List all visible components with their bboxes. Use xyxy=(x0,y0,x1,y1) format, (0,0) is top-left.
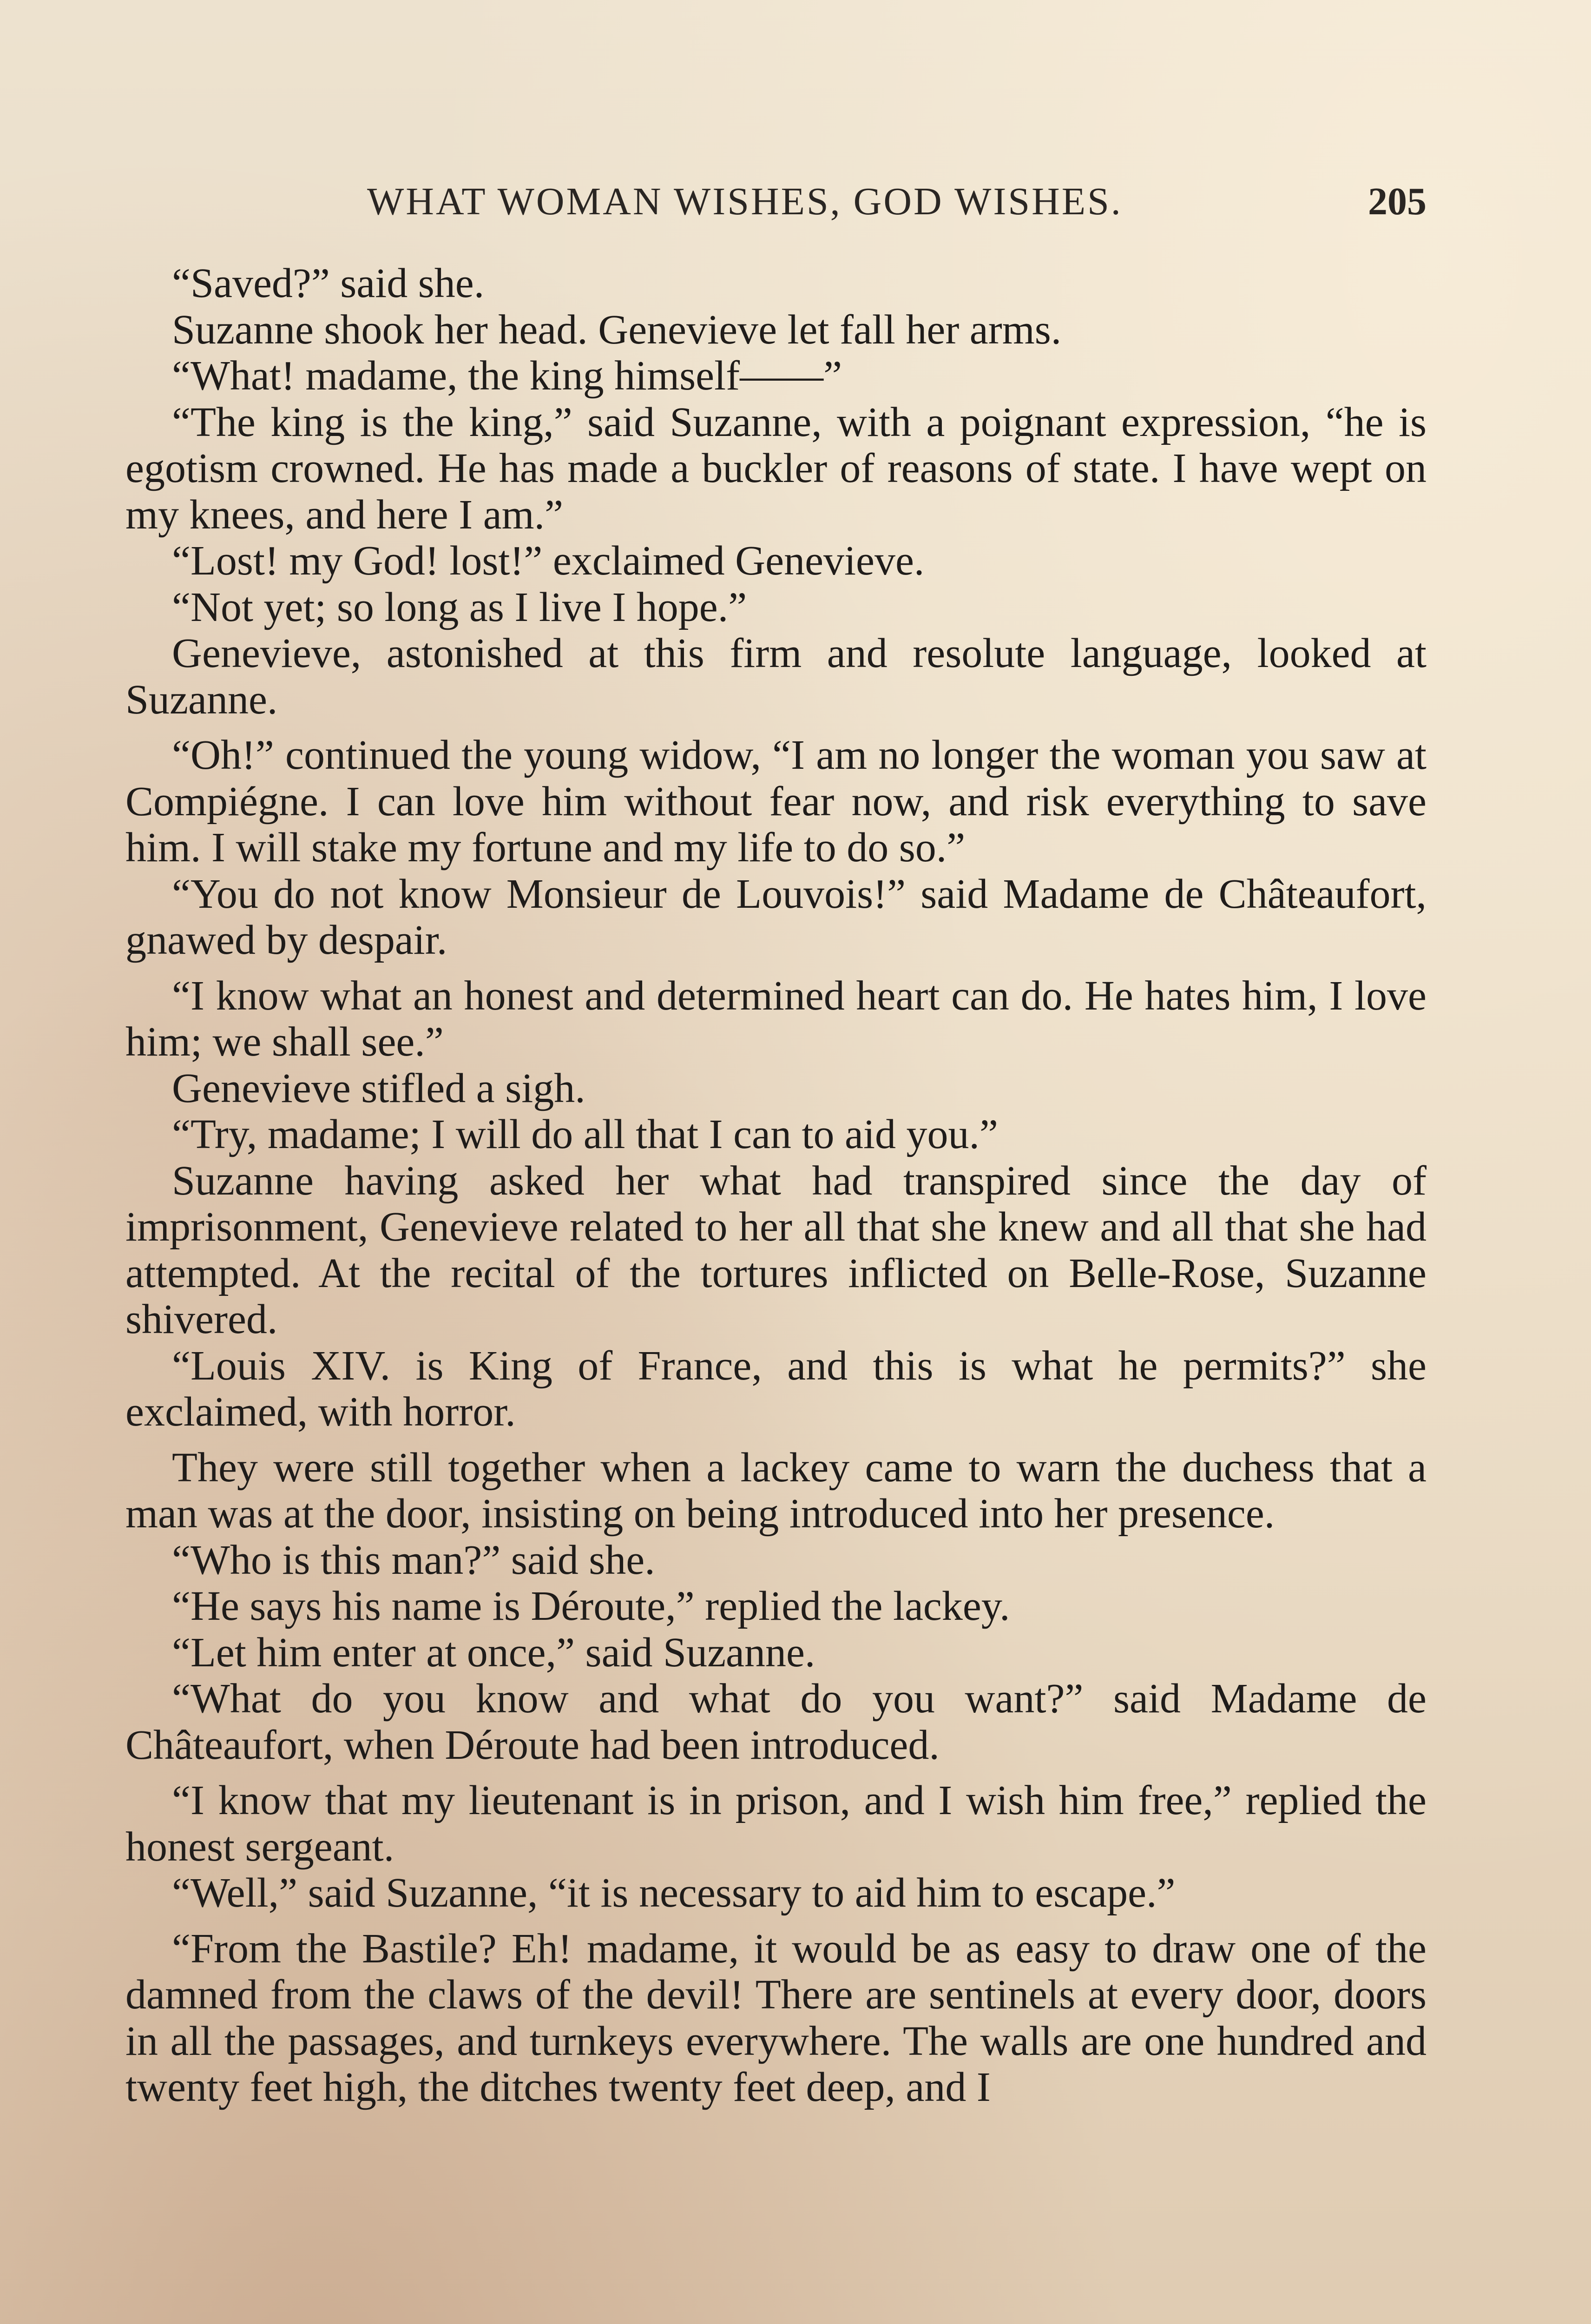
paragraph: “From the Bastile? Eh! madame, it would be as easy to draw one of the damned from the claws of the devil! There are sentinels at every door, doors in all the passages, and turnkeys everywhere. The walls are one hundred and twenty feet high, the ditches twenty feet deep, and I xyxy=(125,1925,1427,2110)
paragraph: “I know that my lieutenant is in prison, and I wish him free,” replied the honest sergeant. xyxy=(125,1777,1427,1870)
paragraph: “I know what an honest and determined heart can do. He hates him, I love him; we shall see.” xyxy=(125,972,1427,1065)
paragraph: “Who is this man?” said she. xyxy=(172,1537,655,1583)
paragraph: Suzanne shook her head. Genevieve let fall her arms. xyxy=(172,306,1062,353)
page-header xyxy=(125,179,1427,235)
paragraph: Genevieve, astonished at this firm and resolute language, looked at Suzanne. xyxy=(125,630,1427,723)
paragraph: They were still together when a lackey came to warn the duchess that a man was at the door, insisting on being introduced into her presence. xyxy=(125,1444,1427,1537)
paragraph: “Lost! my God! lost!” exclaimed Genevieve. xyxy=(172,538,925,584)
paragraph: “Try, madame; I will do all that I can to aid you.” xyxy=(172,1111,998,1157)
paragraph: Suzanne having asked her what had transpired since the day of imprisonment, Genevieve related to her all that she knew and all that she had attempted. At the recital of the tortures inflicted on Belle-Rose, Suzanne shivered. xyxy=(125,1157,1427,1342)
paragraph: “Not yet; so long as I live I hope.” xyxy=(172,584,747,630)
paragraph: “The king is the king,” said Suzanne, with a poignant expression, “he is egotism crowned. He has made a buckler of reasons of state. I have wept on my knees, and here I am.” xyxy=(125,399,1427,538)
page-number: 205 xyxy=(1368,180,1427,223)
paragraph: “You do not know Monsieur de Louvois!” said Madame de Châteaufort, gnawed by despair. xyxy=(125,871,1427,963)
paragraph: “What do you know and what do you want?” said Madame de Châteaufort, when Déroute had been introduced. xyxy=(125,1676,1427,1768)
paragraph: “Well,” said Suzanne, “it is necessary to aid him to escape.” xyxy=(172,1870,1176,1916)
paragraph: “Let him enter at once,” said Suzanne. xyxy=(172,1629,815,1676)
paragraph: “Saved?” said she. xyxy=(172,260,485,306)
paragraph: Genevieve stifled a sigh. xyxy=(172,1065,585,1111)
paragraph: “Louis XIV. is King of France, and this is what he permits?” she exclaimed, with horror. xyxy=(125,1342,1427,1435)
paragraph: “Oh!” continued the young widow, “I am no longer the woman you saw at Compiégne. I can love him without fear now, and risk everything to save him. I will stake my fortune and my life to do so.” xyxy=(125,732,1427,871)
paragraph: “He says his name is Déroute,” replied the lackey. xyxy=(172,1583,1010,1629)
body-text xyxy=(125,260,1427,2111)
paragraph: “What! madame, the king himself——” xyxy=(172,353,842,399)
running-head: WHAT WOMAN WISHES, GOD WISHES. xyxy=(367,180,1123,223)
